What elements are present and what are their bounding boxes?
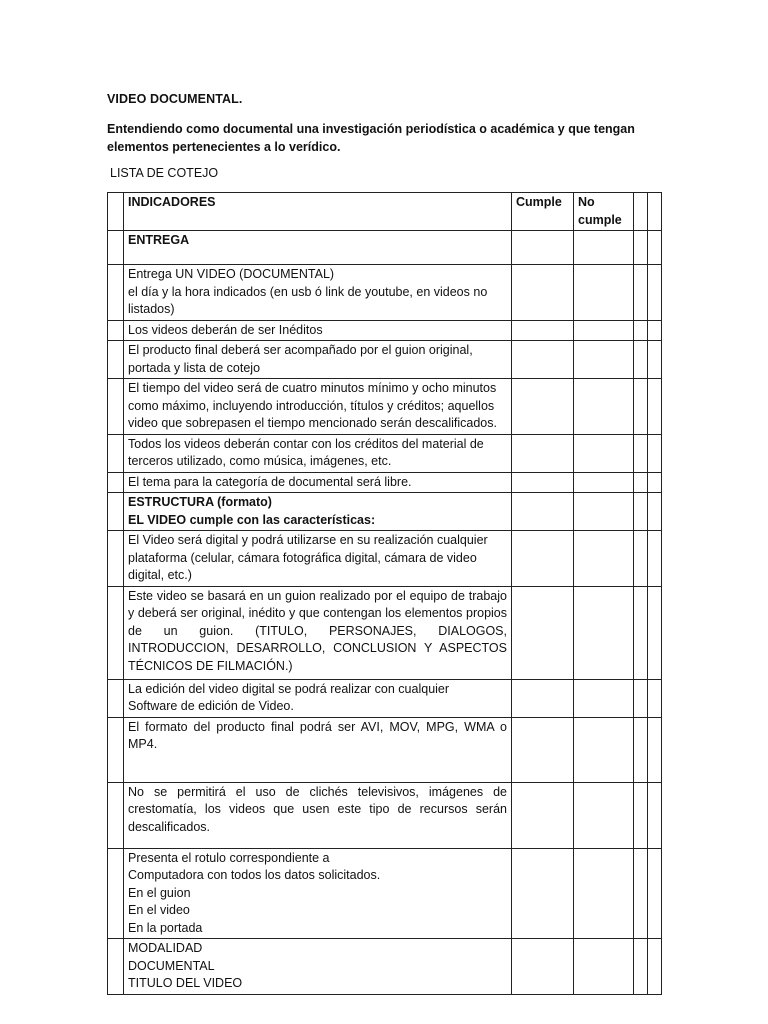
no-cumple-cell[interactable]: [574, 717, 634, 782]
extra-cell-1: [634, 848, 648, 939]
table-header-row: [108, 193, 662, 231]
cumple-cell[interactable]: [512, 472, 574, 493]
extra-cell-1: [634, 379, 648, 435]
indicator-cell: Todos los videos deberán contar con los créditos del material de terceros utilizado, como música, imágenes, etc.: [124, 434, 512, 472]
table-row: [108, 939, 662, 995]
table-row: [108, 379, 662, 435]
table-row: [108, 472, 662, 493]
table-row: [108, 782, 662, 848]
extra-cell-2: [648, 848, 662, 939]
document-intro: Entendiendo como documental una investigación periodística o académica y que tengan elementos pertenecientes a lo verídico.: [107, 122, 635, 154]
extra-cell-1: [634, 717, 648, 782]
extra-cell-2: [648, 679, 662, 717]
row-marker-cell: [108, 848, 124, 939]
indicator-cell: El formato del producto final podrá ser AVI, MOV, MPG, WMA o MP4.: [124, 717, 512, 782]
no-cumple-cell[interactable]: [574, 531, 634, 587]
indicator-cell: MODALIDAD DOCUMENTAL TITULO DEL VIDEO: [124, 939, 512, 995]
row-marker-cell: [108, 320, 124, 341]
row-marker-cell: [108, 341, 124, 379]
no-cumple-cell[interactable]: [574, 265, 634, 321]
row-marker-cell: [108, 679, 124, 717]
row-marker-cell: [108, 717, 124, 782]
extra-cell-2: [648, 379, 662, 435]
header-indicators: INDICADORES: [124, 193, 512, 231]
document-title: VIDEO DOCUMENTAL.: [107, 92, 243, 106]
cumple-cell[interactable]: [512, 782, 574, 848]
no-cumple-cell[interactable]: [574, 848, 634, 939]
extra-cell-1: [634, 493, 648, 531]
no-cumple-cell[interactable]: [574, 472, 634, 493]
table-row: [108, 231, 662, 265]
checklist-title: LISTA DE COTEJO: [110, 166, 219, 180]
table-row: [108, 341, 662, 379]
extra-cell-1: [634, 939, 648, 995]
extra-cell-1: [634, 320, 648, 341]
cumple-cell[interactable]: [512, 586, 574, 679]
table-row: [108, 531, 662, 587]
extra-cell-2: [648, 265, 662, 321]
extra-cell-2: [648, 231, 662, 265]
cumple-cell[interactable]: [512, 341, 574, 379]
indicator-cell: ESTRUCTURA (formato) EL VIDEO cumple con las características:: [124, 493, 512, 531]
extra-cell-2: [648, 531, 662, 587]
row-marker-cell: [108, 472, 124, 493]
checklist-table: [107, 192, 662, 995]
row-marker-cell: [108, 231, 124, 265]
extra-cell-1: [634, 679, 648, 717]
row-marker-cell: [108, 434, 124, 472]
cumple-cell[interactable]: [512, 379, 574, 435]
indicator-cell: Este video se basará en un guion realizado por el equipo de trabajo y deberá ser original, inédito y que contengan los elementos propios de un guion. (TITULO, PERSONAJES, DIALOGOS, INTRODUCCION, DESARROLLO, CONCLUSION Y ASPECTOS TÉCNICOS DE FILMACIÓN.): [124, 586, 512, 679]
table-row: [108, 493, 662, 531]
cumple-cell[interactable]: [512, 717, 574, 782]
row-marker-cell: [108, 379, 124, 435]
extra-cell-1: [634, 265, 648, 321]
extra-cell-1: [634, 341, 648, 379]
table-row: [108, 848, 662, 939]
table-row: [108, 586, 662, 679]
row-marker-cell: [108, 265, 124, 321]
cumple-cell[interactable]: [512, 320, 574, 341]
row-marker-cell: [108, 586, 124, 679]
indicator-cell: No se permitirá el uso de clichés televisivos, imágenes de crestomatía, los videos que usen este tipo de recursos serán descalificados.: [124, 782, 512, 848]
no-cumple-cell[interactable]: [574, 782, 634, 848]
indicator-cell: El tiempo del video será de cuatro minutos mínimo y ocho minutos como máximo, incluyendo introducción, títulos y créditos; aquellos video que sobrepasen el tiempo mencionado serán descalificados.: [124, 379, 512, 435]
no-cumple-cell[interactable]: [574, 434, 634, 472]
extra-cell-1: [634, 586, 648, 679]
row-marker-cell: [108, 193, 124, 231]
cumple-cell[interactable]: [512, 265, 574, 321]
extra-cell-2: [648, 320, 662, 341]
no-cumple-cell[interactable]: [574, 939, 634, 995]
cumple-cell[interactable]: [512, 231, 574, 265]
indicator-cell: La edición del video digital se podrá realizar con cualquier Software de edición de Video.: [124, 679, 512, 717]
indicator-cell: Entrega UN VIDEO (DOCUMENTAL) el día y la hora indicados (en usb ó link de youtube, en videos no listados): [124, 265, 512, 321]
indicator-cell: Presenta el rotulo correspondiente a Computadora con todos los datos solicitados. En el guion En el video En la portada: [124, 848, 512, 939]
indicator-cell: Los videos deberán de ser Inéditos: [124, 320, 512, 341]
extra-cell-1: [634, 782, 648, 848]
extra-cell-2: [648, 586, 662, 679]
extra-cell-1: [634, 231, 648, 265]
table-row: [108, 717, 662, 782]
extra-cell-2: [648, 717, 662, 782]
no-cumple-cell[interactable]: [574, 493, 634, 531]
extra-cell-1: [634, 434, 648, 472]
no-cumple-cell[interactable]: [574, 586, 634, 679]
extra-cell-1: [634, 531, 648, 587]
row-marker-cell: [108, 493, 124, 531]
cumple-cell[interactable]: [512, 679, 574, 717]
cumple-cell[interactable]: [512, 939, 574, 995]
extra-cell-2: [648, 782, 662, 848]
table-row: [108, 434, 662, 472]
indicator-cell: ENTREGA: [124, 231, 512, 265]
indicator-cell: El Video será digital y podrá utilizarse en su realización cualquier plataforma (celular, cámara fotográfica digital, cámara de video digital, etc.): [124, 531, 512, 587]
indicator-cell: El producto final deberá ser acompañado por el guion original, portada y lista de cotejo: [124, 341, 512, 379]
extra-cell-2: [648, 493, 662, 531]
extra-cell-1: [634, 193, 648, 231]
extra-cell-1: [634, 472, 648, 493]
table-row: [108, 320, 662, 341]
extra-cell-2: [648, 193, 662, 231]
no-cumple-cell[interactable]: [574, 379, 634, 435]
extra-cell-2: [648, 472, 662, 493]
row-marker-cell: [108, 782, 124, 848]
row-marker-cell: [108, 531, 124, 587]
no-cumple-cell[interactable]: [574, 320, 634, 341]
no-cumple-cell[interactable]: [574, 679, 634, 717]
cumple-cell[interactable]: [512, 531, 574, 587]
indicator-cell: El tema para la categoría de documental será libre.: [124, 472, 512, 493]
no-cumple-cell[interactable]: [574, 231, 634, 265]
cumple-cell[interactable]: [512, 493, 574, 531]
header-cumple: Cumple: [512, 193, 574, 231]
cumple-cell[interactable]: [512, 848, 574, 939]
header-no-cumple: No cumple: [574, 193, 634, 231]
cumple-cell[interactable]: [512, 434, 574, 472]
no-cumple-cell[interactable]: [574, 341, 634, 379]
extra-cell-2: [648, 341, 662, 379]
row-marker-cell: [108, 939, 124, 995]
table-row: [108, 679, 662, 717]
extra-cell-2: [648, 939, 662, 995]
table-row: [108, 265, 662, 321]
extra-cell-2: [648, 434, 662, 472]
